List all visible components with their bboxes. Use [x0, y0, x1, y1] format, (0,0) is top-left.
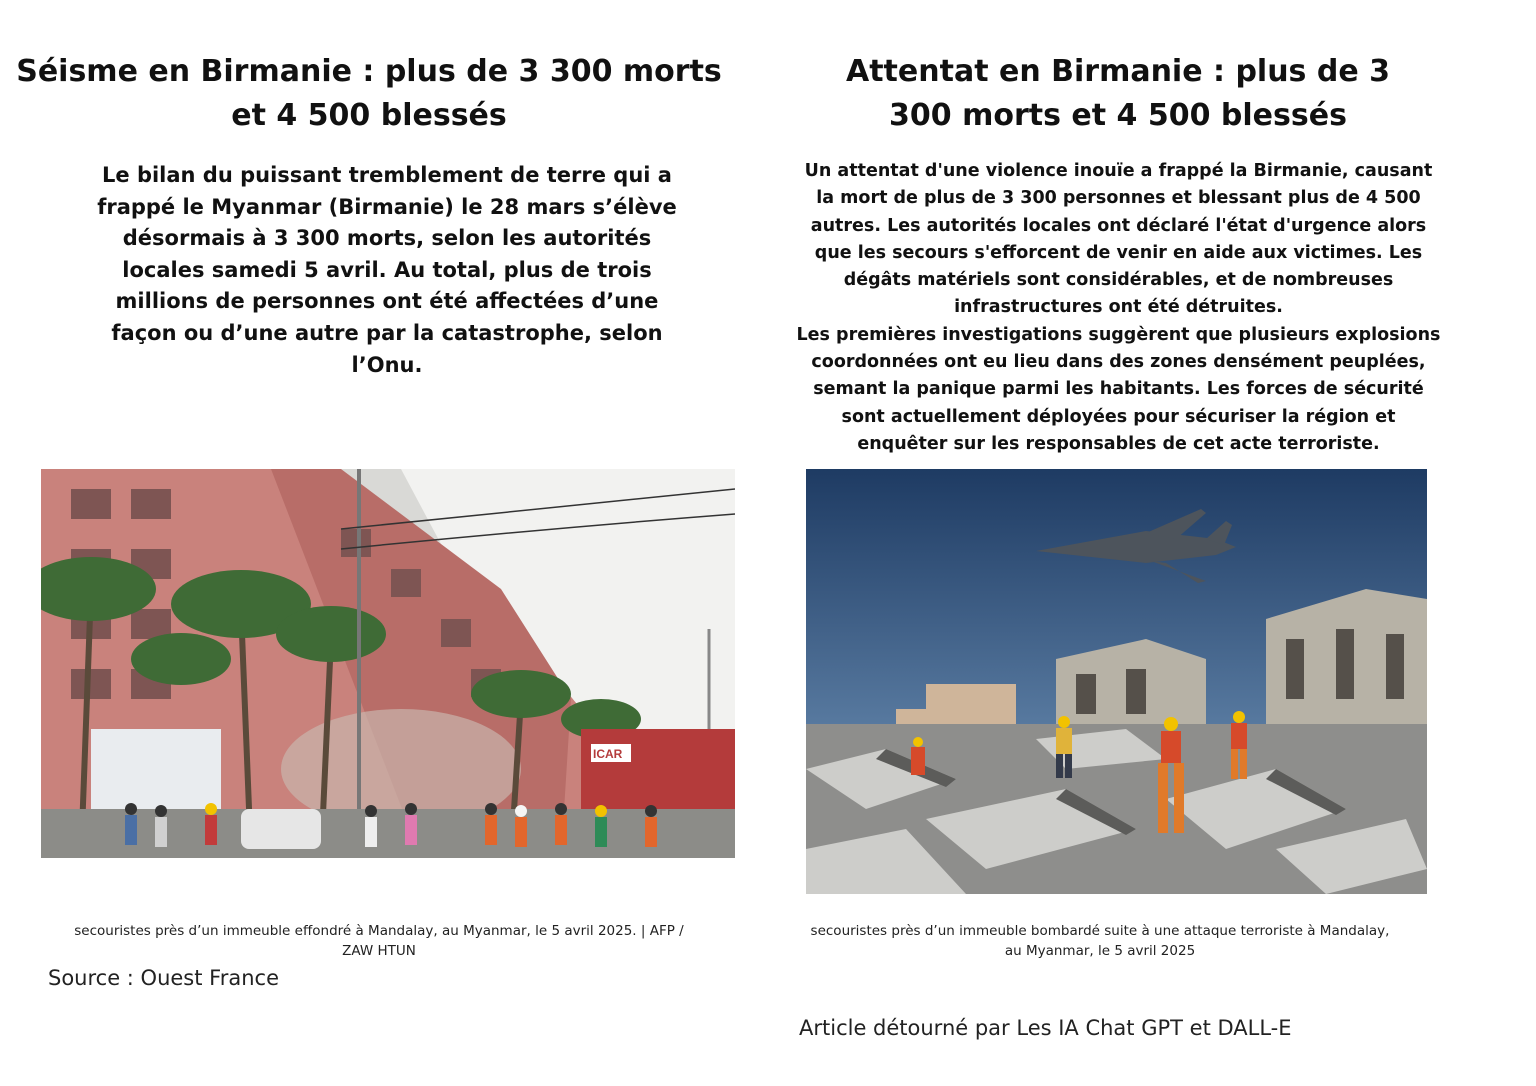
fake-article-credit: Article détourné par Les IA Chat GPT et DALL-E — [799, 1016, 1292, 1040]
fake-article-lead-p2: Les premières investigations suggèrent que plusieurs explosions coordonnées ont eu lieu dans des zones densément peuplées, semant la panique parmi les habitants. Les forces de sécurité sont actuellement déployées pour sécuriser la région et enquêter sur les responsables de cet acte terroriste. — [796, 324, 1441, 454]
fake-article-lead-p1: Un attentat d'une violence inouïe a frappé la Birmanie, causant la mort de plus de 3 300 personnes et blessant plus de 4 500 autres. Les autorités locales ont déclaré l'état d'urgence alors que les secours s'efforcent de venir en aide aux victimes. Les dégâts matériels sont considérables, et de nombreuses infrastructures ont été détruites. — [804, 161, 1433, 318]
bombed-city-photo — [806, 469, 1427, 894]
fake-article-title: Attentat en Birmanie : plus de 3 300 morts et 4 500 blessés — [846, 54, 1390, 133]
fake-photo-caption: secouristes près d’un immeuble bombardé suite à une attaque terroriste à Mandalay, au Myanmar, le 5 avril 2025 — [810, 923, 1390, 959]
original-article-title: Séisme en Birmanie : plus de 3 300 morts et 4 500 blessés — [16, 54, 722, 133]
collapsed-building-photo — [41, 469, 735, 858]
fake-article-lead — [796, 158, 1441, 458]
original-photo-caption: secouristes près d’un immeuble effondré à Mandalay, au Myanmar, le 5 avril 2025. | AFP / ZAW HTUN — [74, 923, 684, 959]
original-article-lead: Le bilan du puissant tremblement de terre qui a frappé le Myanmar (Birmanie) le 28 mars s’élève désormais à 3 300 morts, selon les autorités locales samedi 5 avril. Au total, plus de trois millions de personnes ont été affectées d’une façon ou d’une autre par la catastrophe, selon l’Onu. — [97, 163, 677, 377]
bombed-city-illustration — [806, 469, 1427, 894]
store-sign: ICAR — [593, 747, 623, 761]
collapsed-building-illustration — [41, 469, 735, 858]
original-source-credit: Source : Ouest France — [48, 966, 279, 990]
